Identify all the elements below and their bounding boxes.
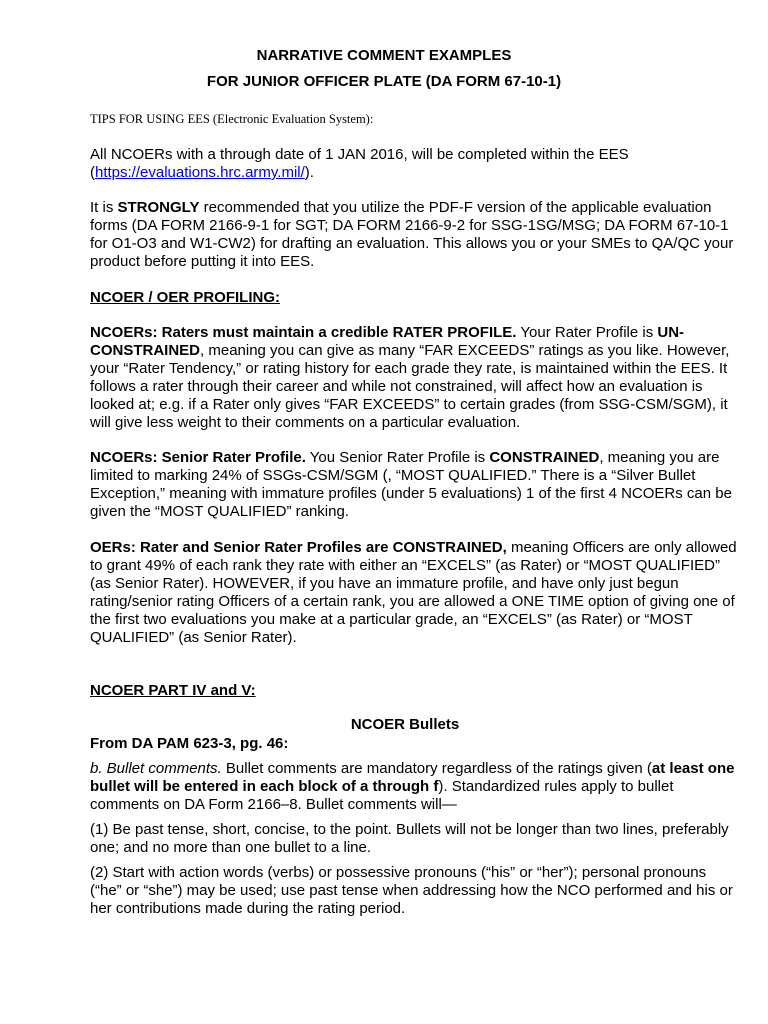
oer-profile-text: meaning Officers are only allowed to grant 49% of each rank they rate with either an “EXCELS” (as Rater) or “MOST QUALIFIED” (as Senior Rater). HOWEVER, if you have an immature profile, and have only just begun rating/senior rating Officers of a certain rank, you are allowed a ONE TIME option of giving one of the first two evaluations you make at a particular grade, an “EXCELS” (as Rater) or “MOST QUALIFIED” (as Senior Rater). [90,539,737,646]
part-iv-v-heading: NCOER PART IV and V: [90,682,256,699]
ncoer-bullets-heading: NCOER Bullets [350,716,460,733]
ees-link[interactable]: https://evaluations.hrc.army.mil/ [95,164,305,181]
rater-profile-paragraph [90,324,740,432]
document-title-line-1: NARRATIVE COMMENT EXAMPLES [256,47,512,64]
oer-profile-paragraph [90,539,740,647]
rater-profile-lead: NCOERs: Raters must maintain a credible RATER PROFILE. [90,324,517,341]
rule-1-text: (1) Be past tense, short, concise, to the point. Bullets will not be longer than two lines, preferably one; and no more than one bullet to a line. [90,821,729,856]
rater-profile-mid: Your Rater Profile is [516,324,658,341]
source-reference: From DA PAM 623-3, pg. 46: [90,735,289,752]
profiling-heading: NCOER / OER PROFILING: [90,289,281,306]
bullet-comments-paragraph [90,760,740,814]
senior-rater-mid: You Senior Rater Profile is [305,449,490,466]
rule-2-text: (2) Start with action words (verbs) or possessive pronouns (“his” or “her”); personal pronouns (“he” or “she”) may be used; use past tense when addressing how the NCO performed and his or her contributions made during the rating period. [90,864,733,917]
intro-paragraph [90,146,740,182]
rule-2-paragraph [90,864,740,918]
tips-heading: TIPS FOR USING EES (Electronic Evaluation System): [90,112,374,126]
senior-rater-text: , meaning you are limited to marking 24% of SSGs-CSM/SGM (, “MOST QUALIFIED.” There is a “Silver Bullet Exception,” meaning with immature profiles (under 5 evaluations) 1 of the first 4 NCOERs can be given the “MOST QUALIFIED” ranking. [90,449,732,520]
bullet-comments-label: b. Bullet comments. [90,760,222,777]
rule-1-paragraph [90,821,740,857]
intro-text: All NCOERs with a through date of 1 JAN 2016, will be completed within the EES ( [90,146,629,181]
strongly-paragraph [90,199,740,271]
document-title-line-2: FOR JUNIOR OFFICER PLATE (DA FORM 67-10-1) [206,73,562,90]
strongly-text: recommended that you utilize the PDF-F version of the applicable evaluation forms (DA FORM 2166-9-1 for SGT; DA FORM 2166-9-2 for SSG-1SG/MSG; DA FORM 67-10-1 for O1-O3 and W1-CW2) for drafting an evaluation. This allows you or your SMEs to QA/QC your product before putting it into EES. [90,199,734,270]
rater-profile-unconstrained: UN-CONSTRAINED [90,324,685,359]
senior-rater-constrained: CONSTRAINED [489,449,600,466]
intro-text-end: ). [304,164,314,181]
senior-rater-paragraph [90,449,740,521]
strongly-pre: It is [90,199,118,216]
oer-profile-lead: OERs: Rater and Senior Rater Profiles are CONSTRAINED, [90,539,507,556]
rater-profile-text: , meaning you can give as many “FAR EXCEEDS” ratings as you like. However, your “Rater Tendency,” or rating history for each grade they rate, is maintained within the EES. It follows a rater through their career and while not constrained, will affect how an evaluation is looked at; e.g. if a Rater only gives “FAR EXCEEDS” to certain grades (from SSG-CSM/SGM), it will give less weight to their comments on a particular evaluation. [90,342,730,431]
bullet-comments-pre: Bullet comments are mandatory regardless of the ratings given ( [221,760,652,777]
senior-rater-lead: NCOERs: Senior Rater Profile. [90,449,306,466]
bullet-comments-text: ). Standardized rules apply to bullet comments on DA Form 2166–8. Bullet comments will— [90,778,674,813]
bullet-comments-emphasis: at least one bullet will be entered in each block of a through f [90,760,735,795]
strongly-emphasis: STRONGLY [117,199,200,216]
